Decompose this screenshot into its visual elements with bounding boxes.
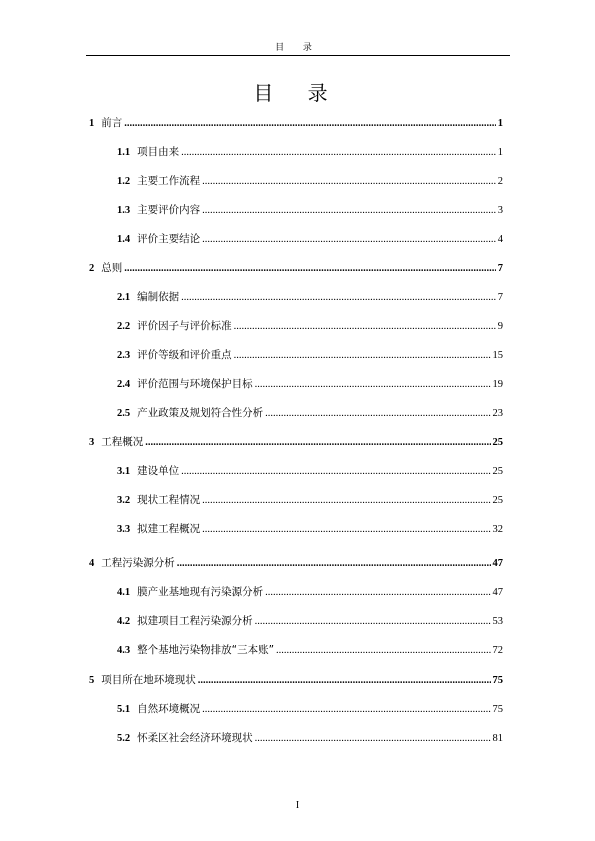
toc-entry-number: 2 — [89, 263, 95, 274]
toc-entry-title: 评价等级和评价重点 — [137, 349, 232, 361]
toc-entry-number: 2.2 — [117, 321, 131, 332]
toc-entry-2-2[interactable] — [117, 319, 503, 333]
toc-entry-5-2[interactable] — [117, 731, 503, 745]
toc-leader-dots — [234, 349, 491, 363]
toc-entry-number: 4 — [89, 558, 95, 569]
toc-entry-number: 5.2 — [117, 733, 131, 744]
toc-entry-page: 25 — [492, 495, 503, 506]
toc-entry-page: 4 — [497, 234, 503, 245]
toc-entry-page: 32 — [492, 524, 503, 535]
toc-leader-dots — [202, 204, 496, 218]
toc-entry-number: 1.2 — [117, 176, 131, 187]
toc-entry-number: 4.3 — [117, 645, 131, 656]
toc-entry-5-1[interactable] — [117, 702, 503, 716]
toc-entry-3-1[interactable] — [117, 464, 503, 478]
toc-leader-dots — [265, 586, 490, 600]
toc-entry-number: 3.1 — [117, 466, 131, 477]
toc-entry-title: 产业政策及规划符合性分析 — [137, 407, 264, 419]
running-header: 目 录 — [275, 43, 320, 53]
toc-entry-page: 1 — [497, 147, 503, 158]
toc-entry-3-2[interactable] — [117, 493, 503, 507]
toc-entry-number: 5 — [89, 675, 95, 686]
toc-leader-dots — [181, 291, 496, 305]
toc-entry-page: 75 — [492, 675, 503, 686]
toc-entry-title: 拟建工程概况 — [137, 523, 201, 535]
toc-entry-page: 25 — [492, 466, 503, 477]
toc-entry-title: 拟建项目工程污染源分析 — [137, 615, 253, 627]
toc-leader-dots — [181, 465, 490, 479]
toc-entry-number: 1.1 — [117, 147, 131, 158]
toc-entry-page: 15 — [492, 350, 503, 361]
toc-entry-page: 53 — [492, 616, 503, 627]
toc-leader-dots — [202, 523, 490, 537]
toc-entry-page: 25 — [492, 437, 503, 448]
toc-entry-page: 23 — [492, 408, 503, 419]
toc-entry-number: 1 — [89, 118, 95, 129]
toc-entry-title: 工程概况 — [101, 436, 144, 448]
toc-entry-4-3[interactable] — [117, 643, 503, 657]
toc-leader-dots — [265, 407, 490, 421]
toc-entry-1-3[interactable] — [117, 203, 503, 217]
toc-entry-title: 评价范围与环境保护目标 — [137, 378, 253, 390]
toc-entry-number: 1.4 — [117, 234, 131, 245]
toc-entry-1[interactable] — [89, 116, 503, 130]
toc-entry-5[interactable] — [89, 673, 503, 687]
toc-leader-dots — [124, 262, 496, 276]
toc-entry-title: 主要评价内容 — [137, 204, 201, 216]
toc-entry-title: 整个基地污染物排放“三本账” — [137, 644, 275, 656]
toc-entry-number: 2.5 — [117, 408, 131, 419]
toc-entry-2-5[interactable] — [117, 406, 503, 420]
toc-entry-1-4[interactable] — [117, 232, 503, 246]
toc-entry-page: 75 — [492, 704, 503, 715]
toc-entry-number: 3.3 — [117, 524, 131, 535]
page-title: 目 录 — [253, 81, 342, 105]
toc-entry-1-2[interactable] — [117, 174, 503, 188]
toc-entry-4[interactable] — [89, 556, 503, 570]
toc-entry-number: 3 — [89, 437, 95, 448]
toc-entry-page: 81 — [492, 733, 503, 744]
toc-entry-number: 1.3 — [117, 205, 131, 216]
toc-entry-3[interactable] — [89, 435, 503, 449]
toc-entry-page: 47 — [492, 558, 503, 569]
toc-entry-title: 怀柔区社会经济环境现状 — [137, 732, 253, 744]
toc-entry-page: 19 — [492, 379, 503, 390]
toc-entry-number: 2.4 — [117, 379, 131, 390]
toc-entry-title: 前言 — [101, 117, 123, 129]
toc-entry-page: 7 — [497, 292, 503, 303]
toc-entry-title: 项目所在地环境现状 — [101, 674, 196, 686]
toc-leader-dots — [202, 233, 496, 247]
toc-entry-number: 2.1 — [117, 292, 131, 303]
toc-entry-title: 编制依据 — [137, 291, 180, 303]
toc-leader-dots — [255, 732, 491, 746]
toc-leader-dots — [255, 615, 491, 629]
toc-leader-dots — [181, 146, 496, 160]
toc-leader-dots — [202, 703, 490, 717]
page-number: I — [295, 800, 300, 811]
toc-entry-1-1[interactable] — [117, 145, 503, 159]
toc-entry-2-1[interactable] — [117, 290, 503, 304]
toc-entry-title: 膜产业基地现有污染源分析 — [137, 586, 264, 598]
toc-entry-2[interactable] — [89, 261, 503, 275]
toc-entry-number: 4.1 — [117, 587, 131, 598]
toc-entry-title: 项目由来 — [137, 146, 180, 158]
toc-entry-title: 评价主要结论 — [137, 233, 201, 245]
toc-entry-page: 47 — [492, 587, 503, 598]
toc-leader-dots — [177, 557, 491, 571]
toc-entry-3-3[interactable] — [117, 522, 503, 536]
toc-entry-2-4[interactable] — [117, 377, 503, 391]
toc-entry-number: 4.2 — [117, 616, 131, 627]
toc-entry-title: 评价因子与评价标准 — [137, 320, 232, 332]
toc-leader-dots — [198, 674, 491, 688]
toc-entry-title: 建设单位 — [137, 465, 180, 477]
toc-entry-title: 自然环境概况 — [137, 703, 201, 715]
toc-entry-4-2[interactable] — [117, 614, 503, 628]
toc-leader-dots — [124, 117, 496, 131]
toc-entry-page: 1 — [497, 118, 503, 129]
toc-leader-dots — [202, 175, 496, 189]
toc-entry-page: 2 — [497, 176, 503, 187]
toc-leader-dots — [255, 378, 491, 392]
toc-leader-dots — [234, 320, 496, 334]
toc-entry-title: 工程污染源分析 — [101, 557, 175, 569]
toc-entry-page: 3 — [497, 205, 503, 216]
toc-entry-4-1[interactable] — [117, 585, 503, 599]
toc-entry-title: 主要工作流程 — [137, 175, 201, 187]
toc-entry-title: 总则 — [101, 262, 123, 274]
toc-leader-dots — [202, 494, 490, 508]
toc-entry-page: 72 — [492, 645, 503, 656]
toc-entry-page: 9 — [497, 321, 503, 332]
toc-entry-number: 5.1 — [117, 704, 131, 715]
toc-entry-number: 3.2 — [117, 495, 131, 506]
toc-entry-2-3[interactable] — [117, 348, 503, 362]
toc-leader-dots — [145, 436, 490, 450]
toc-entry-page: 7 — [497, 263, 503, 274]
toc-entry-number: 2.3 — [117, 350, 131, 361]
toc-leader-dots — [276, 644, 490, 658]
toc-entry-title: 现状工程情况 — [137, 494, 201, 506]
